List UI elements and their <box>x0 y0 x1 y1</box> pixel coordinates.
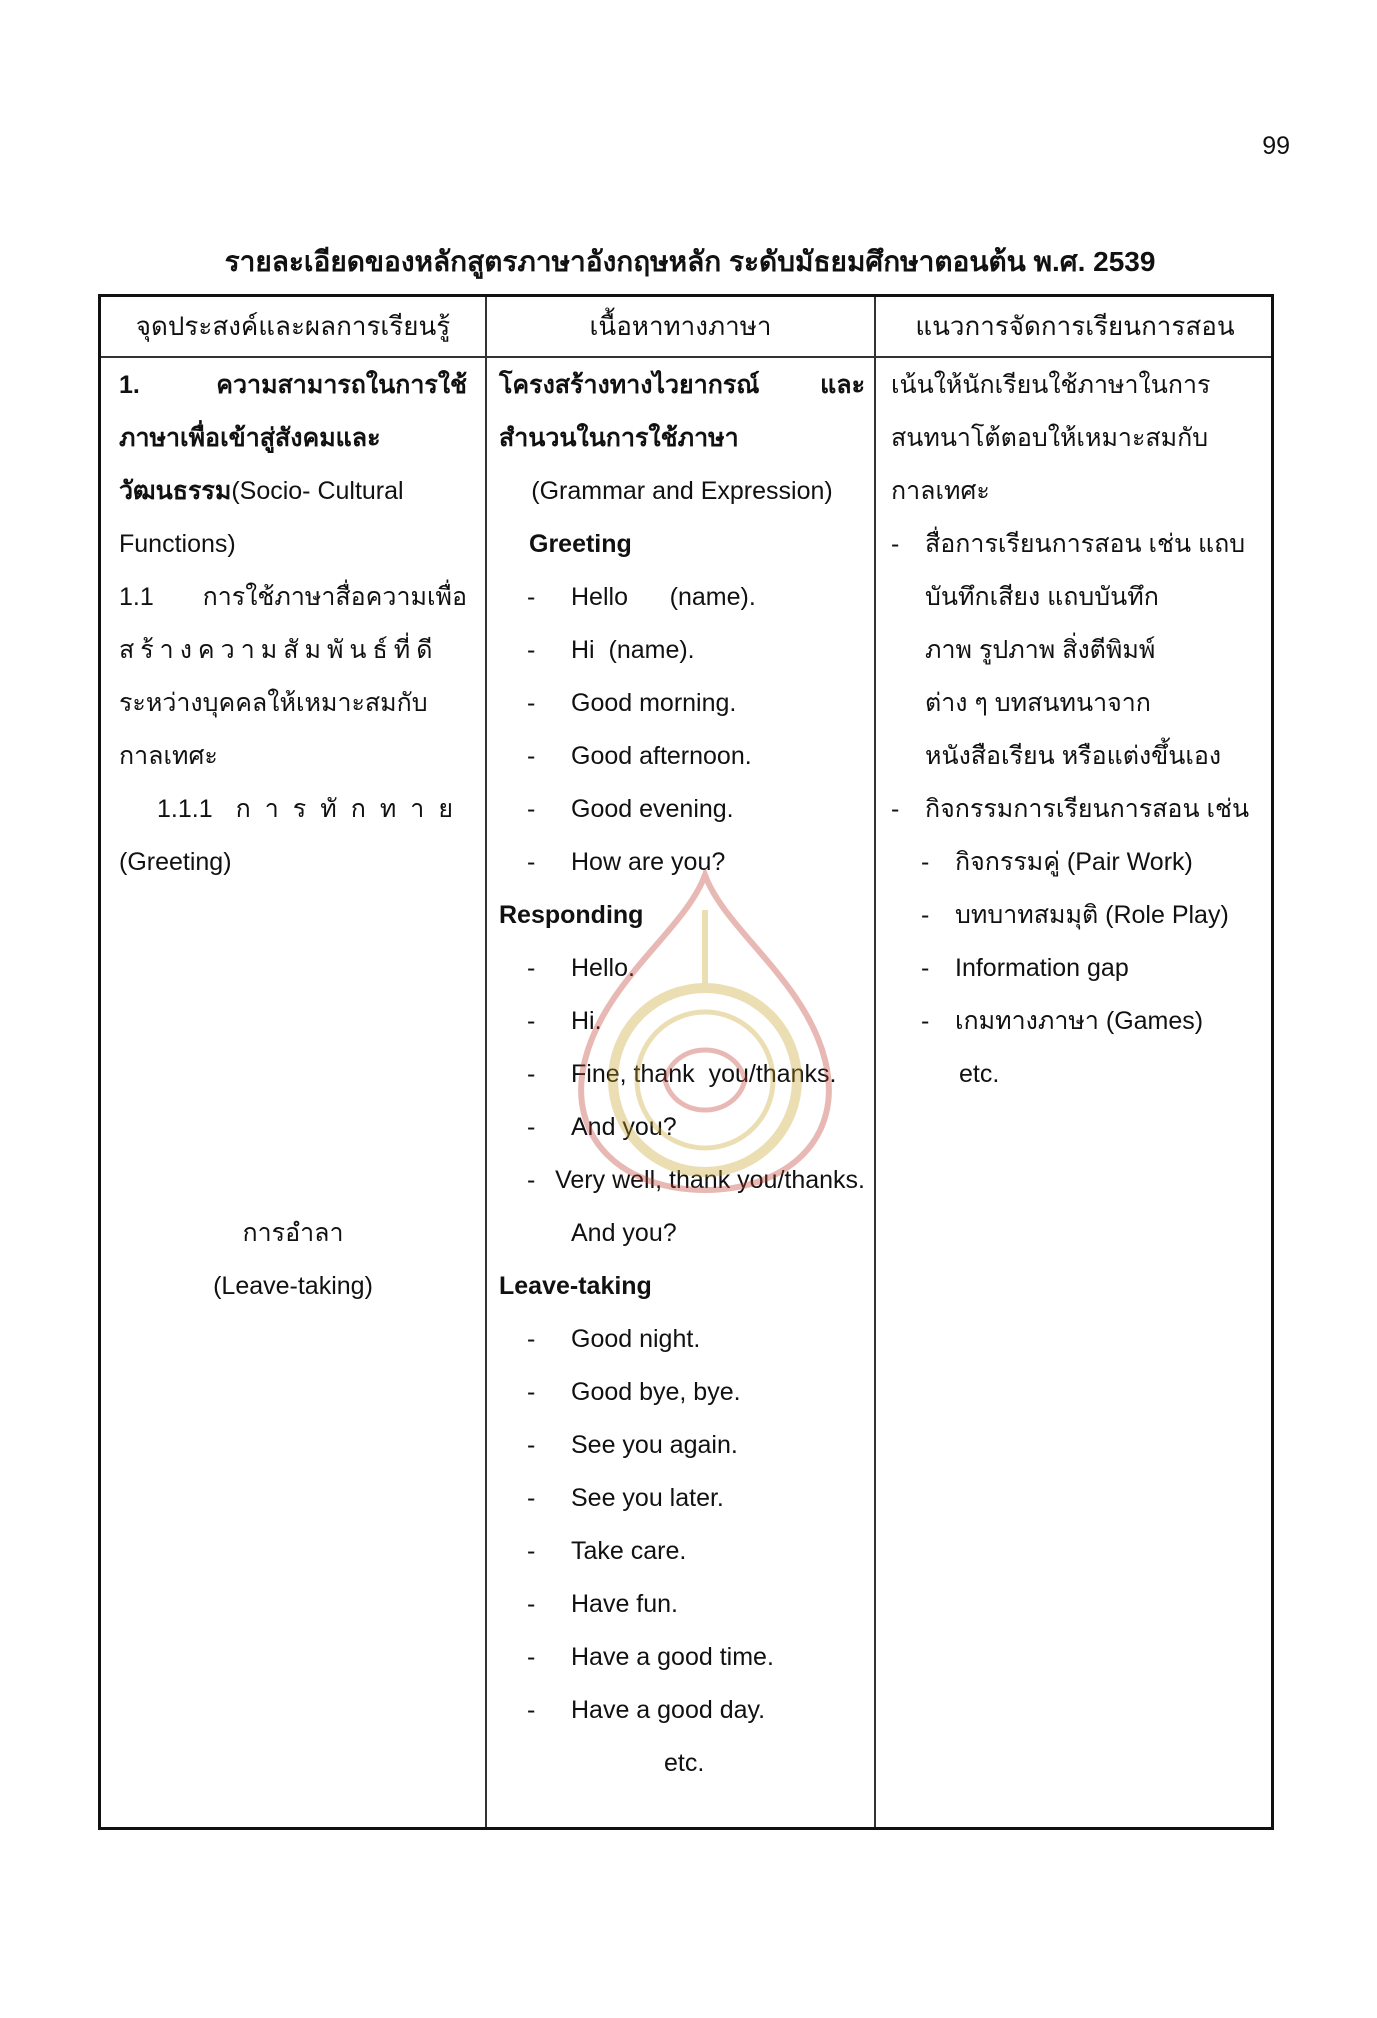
greeting-list <box>499 571 865 889</box>
leave-taking-item <box>499 1472 865 1525</box>
header-objectives: จุดประสงค์และผลการเรียนรู้ <box>135 311 451 341</box>
objective-subitem-line <box>119 783 467 836</box>
objective-text-line: ระหว่างบุคคลให้เหมาะสมกับ <box>119 689 428 717</box>
objectives-column <box>119 359 467 1313</box>
dash-marker: - <box>921 954 930 982</box>
leave-taking-item <box>499 1631 865 1684</box>
media-text-line: บันทึกเสียง แถบบันทึก <box>925 583 1159 611</box>
dash-marker: - <box>921 901 930 929</box>
leave-taking-text: See you again. <box>571 1431 738 1459</box>
responding-text: Hello. <box>571 954 635 982</box>
dash-marker: - <box>921 1007 930 1035</box>
activities-lead-text: กิจกรรมการเรียนการสอน เช่น <box>925 795 1250 823</box>
leave-taking-item <box>499 1366 865 1419</box>
leave-taking-text: Have a good time. <box>571 1643 774 1671</box>
header-divider <box>101 356 1271 358</box>
column-divider <box>874 297 876 1827</box>
grammar-heading-line: สำนวนในการใช้ภาษา <box>499 424 739 452</box>
responding-item <box>499 942 865 995</box>
leave-taking-en-label: (Leave-taking) <box>213 1272 373 1300</box>
objective-heading-line: ภาษาเพื่อเข้าสู่สังคมและ <box>119 424 381 452</box>
dash-marker: - <box>891 795 900 823</box>
greeting-item <box>499 836 865 889</box>
approach-text-line: กาลเทศะ <box>891 477 990 505</box>
leave-taking-text: Have a good day. <box>571 1696 766 1724</box>
leave-taking-text: Take care. <box>571 1537 687 1565</box>
responding-item <box>499 1048 865 1101</box>
language-content-column <box>499 359 865 1790</box>
greeting-section-label: Greeting <box>529 530 632 558</box>
dash-marker: - <box>527 742 536 770</box>
responding-text: And you? <box>571 1113 677 1141</box>
responding-text: Fine, thank you/thanks. <box>571 1060 837 1088</box>
leave-taking-th-label: การอำลา <box>242 1219 344 1247</box>
activity-text: บทบาทสมมุติ (Role Play) <box>955 901 1229 929</box>
curriculum-table <box>98 294 1274 1830</box>
activity-item <box>891 889 1269 942</box>
dash-marker: - <box>527 1378 536 1406</box>
dash-marker: - <box>527 848 536 876</box>
dash-marker: - <box>527 1060 536 1088</box>
media-lead-text: สื่อการเรียนการสอน เช่น แถบ <box>925 530 1246 558</box>
responding-item <box>499 1101 865 1154</box>
objective-text-line: Functions) <box>119 530 236 558</box>
leave-taking-item <box>499 1578 865 1631</box>
dash-marker: - <box>527 1166 536 1194</box>
leave-taking-item <box>499 1684 865 1737</box>
header-teaching-approach: แนวการจัดการเรียนการสอน <box>915 311 1235 341</box>
greeting-en-label: (Greeting) <box>119 848 232 876</box>
leave-taking-item <box>499 1313 865 1366</box>
media-list <box>891 571 1269 783</box>
media-text-line: หนังสือเรียน หรือแต่งขึ้นเอง <box>925 742 1222 770</box>
document-title: รายละเอียดของหลักสูตรภาษาอังกฤษหลัก ระดับมัธยมศึกษาตอนต้น พ.ศ. 2539 <box>224 246 1156 277</box>
dash-marker: - <box>921 848 930 876</box>
responding-text: Hi. <box>571 1007 602 1035</box>
responding-item <box>499 1154 865 1207</box>
greeting-th-label: การทักทาย <box>235 795 467 823</box>
dash-marker: - <box>527 1590 536 1618</box>
dash-marker: - <box>891 530 900 558</box>
grammar-heading-line: โครงสร้างทางไวยากรณ์ และ <box>499 371 865 399</box>
dash-marker: - <box>527 1113 536 1141</box>
objective-text-line: กาลเทศะ <box>119 742 218 770</box>
greeting-text: Hi (name). <box>571 636 695 664</box>
greeting-item <box>499 783 865 836</box>
dash-marker: - <box>527 689 536 717</box>
dash-marker: - <box>527 795 536 823</box>
socio-cultural-label: (Socio- Cultural <box>231 477 404 505</box>
greeting-text: Good afternoon. <box>571 742 752 770</box>
activity-text: เกมทางภาษา (Games) <box>955 1007 1204 1035</box>
greeting-item <box>499 571 865 624</box>
approach-etc: etc. <box>959 1060 1000 1088</box>
leave-taking-section-label: Leave-taking <box>499 1272 652 1300</box>
objective-text-line: 1.1 การใช้ภาษาสื่อความเพื่อ <box>119 583 467 611</box>
activity-item <box>891 942 1269 995</box>
responding-list <box>499 942 865 1207</box>
greeting-text: Good morning. <box>571 689 737 717</box>
teaching-approach-column <box>891 359 1269 1101</box>
page-number: 99 <box>1262 132 1290 160</box>
objective-heading-line <box>119 465 467 518</box>
dash-marker: - <box>527 1007 536 1035</box>
leave-taking-item <box>499 1419 865 1472</box>
activity-text: Information gap <box>955 954 1129 982</box>
activity-item <box>891 995 1269 1048</box>
leave-taking-text: Have fun. <box>571 1590 679 1618</box>
approach-text-line: เน้นให้นักเรียนใช้ภาษาในการ <box>891 371 1211 399</box>
approach-text-line: สนทนาโต้ตอบให้เหมาะสมกับ <box>891 424 1209 452</box>
spacer <box>119 889 467 1207</box>
dash-marker: - <box>527 1431 536 1459</box>
dash-marker: - <box>527 1696 536 1724</box>
column-divider <box>485 297 487 1827</box>
responding-item <box>499 995 865 1048</box>
activities-list <box>891 836 1269 1048</box>
dash-marker: - <box>527 954 536 982</box>
objective-text-line: สร้างความสัมพันธ์ที่ดี <box>119 636 439 664</box>
responding-text: Very well, thank you/thanks. <box>555 1166 865 1194</box>
greeting-text: How are you? <box>571 848 726 876</box>
activity-item <box>891 836 1269 889</box>
dash-marker: - <box>527 1643 536 1671</box>
leave-taking-text: See you later. <box>571 1484 724 1512</box>
dash-marker: - <box>527 583 536 611</box>
culture-label: วัฒนธรรม <box>119 477 232 505</box>
leave-taking-item <box>499 1525 865 1578</box>
greeting-item <box>499 624 865 677</box>
activities-bullet <box>891 783 1269 836</box>
dash-marker: - <box>527 636 536 664</box>
leave-taking-text: Good bye, bye. <box>571 1378 741 1406</box>
dash-marker: - <box>527 1484 536 1512</box>
content-etc: etc. <box>664 1749 705 1777</box>
dash-marker: - <box>527 1537 536 1565</box>
greeting-item <box>499 677 865 730</box>
leave-taking-text: Good night. <box>571 1325 701 1353</box>
subitem-number: 1.1.1 <box>157 795 213 823</box>
media-text-line: ต่าง ๆ บทสนทนาจาก <box>925 689 1151 717</box>
leave-taking-list <box>499 1313 865 1737</box>
header-language-content: เนื้อหาทางภาษา <box>589 311 772 341</box>
media-bullet <box>891 518 1269 571</box>
media-text-line: ภาพ รูปภาพ สิ่งตีพิมพ์ <box>925 636 1156 664</box>
greeting-text: Hello (name). <box>571 583 756 611</box>
objective-heading-line: 1. ความสามารถในการใช้ <box>119 371 467 399</box>
greeting-text: Good evening. <box>571 795 734 823</box>
greeting-item <box>499 730 865 783</box>
grammar-subheading: (Grammar and Expression) <box>531 477 833 505</box>
activity-text: กิจกรรมคู่ (Pair Work) <box>955 848 1193 876</box>
responding-continuation: And you? <box>571 1219 677 1247</box>
responding-section-label: Responding <box>499 901 644 929</box>
dash-marker: - <box>527 1325 536 1353</box>
